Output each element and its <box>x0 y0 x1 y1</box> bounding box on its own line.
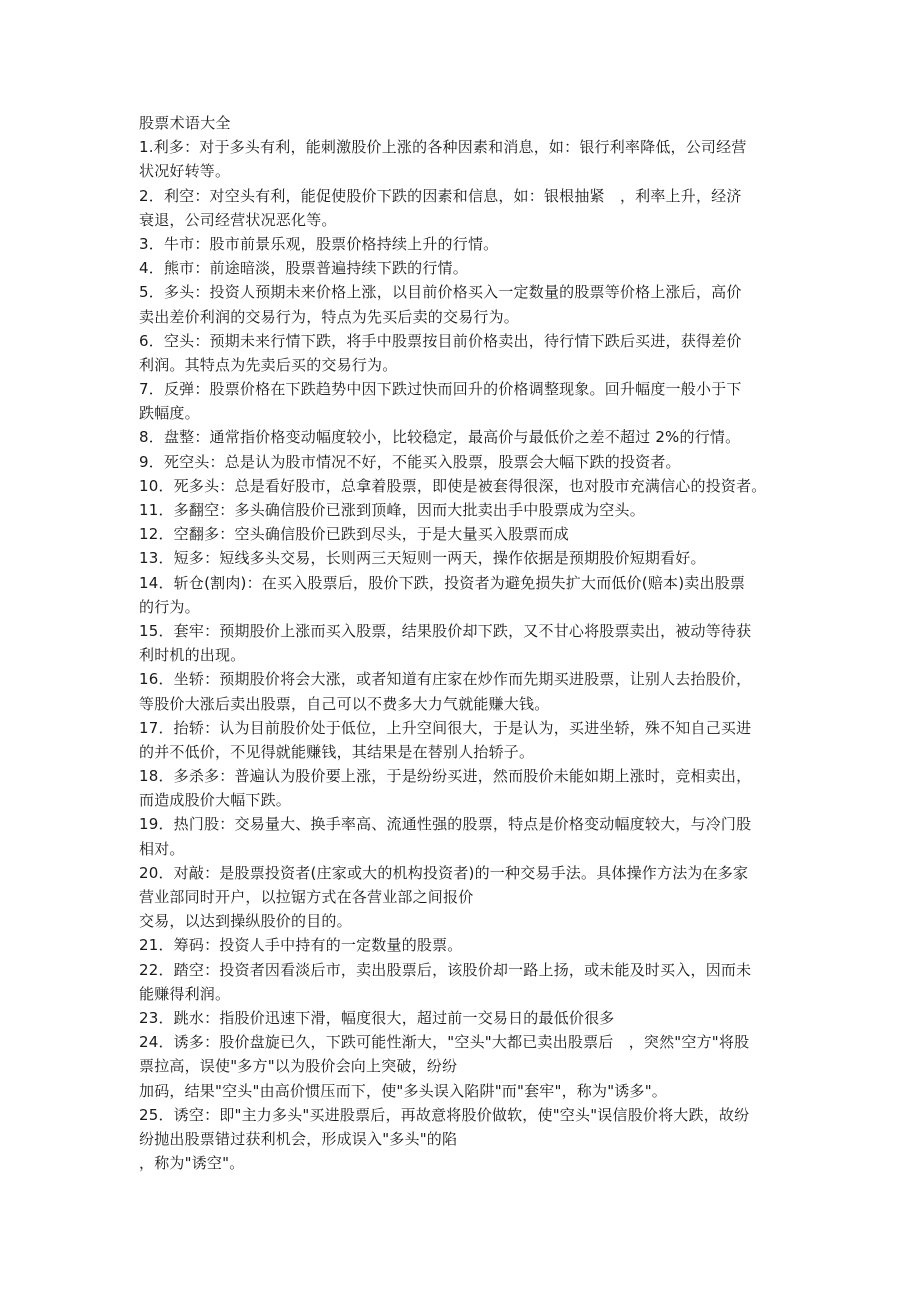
text-line: 利时机的出现。 <box>139 646 246 665</box>
text-line: 5．多头：投资人预期未来价格上涨，以目前价格买入一定数量的股票等价格上涨后，高价 <box>139 283 742 302</box>
text-line: 营业部同时开户，以拉锯方式在各营业部之间报价 <box>139 888 474 906</box>
text-line: 衰退，公司经营状况恶化等。 <box>139 210 337 229</box>
text-line: 7．反弹：股票价格在下跌趋势中因下跌过快而回升的价格调整现象。回升幅度一般小于下 <box>139 380 742 399</box>
text-line: 15．套牢：预期股价上涨而买入股票，结果股价却下跌，又不甘心将股票卖出，被动等待获 <box>139 621 752 640</box>
text-line: 等股价大涨后卖出股票，自己可以不费多大力气就能赚大钱。 <box>139 694 550 713</box>
text-line: 13．短多：短线多头交易，长则两三天短则一两天，操作依据是预期股价短期看好。 <box>139 549 706 568</box>
document-body <box>139 111 784 1175</box>
document-text <box>139 135 784 1175</box>
text-line: 卖出差价利润的交易行为，特点为先买后卖的交易行为。 <box>139 307 520 326</box>
text-line: 的并不低价，不见得就能赚钱，其结果是在替别人抬轿子。 <box>139 742 535 761</box>
text-line: 12．空翻多：空头确信股价已跌到尽头，于是大量买入股票而成 <box>139 525 569 544</box>
text-line: 25．诱空：即"主力多头"买进股票后，再故意将股价做软，使"空头"误信股价将大跌，故纷 <box>139 1105 750 1124</box>
text-line: 而造成股价大幅下跌。 <box>139 791 292 810</box>
text-line: 19．热门股：交易量大、换手率高、流通性强的股票，特点是价格变动幅度较大，与冷门股 <box>139 815 752 834</box>
text-line: 跌幅度。 <box>139 404 200 423</box>
text-line: 利润。其特点为先卖后买的交易行为。 <box>139 355 398 374</box>
text-line: 票拉高，误使"多方"以为股价会向上突破，纷纷 <box>139 1057 458 1076</box>
text-line: 17．抬轿：认为目前股价处于低位，上升空间很大，于是认为，买进坐轿，殊不知自己买进 <box>139 718 752 737</box>
text-line: 18．多杀多：普遍认为股价要上涨，于是纷纷买进，然而股价未能如期上涨时，竞相卖出， <box>139 767 752 786</box>
text-line: 纷抛出股票错过获利机会，形成误入"多头"的陷 <box>139 1129 458 1148</box>
text-line: 9．死空头：总是认为股市情况不好，不能买入股票，股票会大幅下跌的投资者。 <box>139 452 681 471</box>
text-line: 2．利空：对空头有利，能促使股价下跌的因素和信息，如：银根抽紧 ，利率上升，经济 <box>139 186 742 205</box>
text-line: 8．盘整：通常指价格变动幅度较小，比较稳定，最高价与最低价之差不超过 2%的行情。 <box>139 428 741 447</box>
text-line: 22．踏空：投资者因看淡后市，卖出股票后，该股价却一路上扬，或未能及时买入，因而未 <box>139 960 752 979</box>
text-line: 21．筹码：投资人手中持有的一定数量的股票。 <box>139 936 463 955</box>
text-line: 1.利多：对于多头有利，能刺激股价上涨的各种因素和消息，如：银行利率降低，公司经营 <box>139 138 747 157</box>
text-line: 14．斩仓(割肉)：在买入股票后，股价下跌，投资者为避免损失扩大而低价(赔本)卖出股票 <box>139 573 746 592</box>
text-line: 4．熊市：前途暗淡，股票普遍持续下跌的行情。 <box>139 259 468 278</box>
text-line: 16．坐轿：预期股价将会大涨，或者知道有庄家在炒作而先期买进股票，让别人去抬股价， <box>139 670 752 689</box>
text-line: ，称为"诱空"。 <box>139 1154 245 1173</box>
text-line: 10．死多头：总是看好股市，总拿着股票，即使是被套得很深，也对股市充满信心的投资者。 <box>139 476 767 495</box>
text-line: 交易，以达到操纵股价的目的。 <box>139 912 352 931</box>
text-line: 的行为。 <box>139 597 200 616</box>
text-line: 3．牛市：股市前景乐观，股票价格持续上升的行情。 <box>139 234 499 253</box>
text-line: 6．空头：预期未来行情下跌，将手中股票按目前价格卖出，待行情下跌后买进，获得差价 <box>139 331 742 350</box>
document-title: 股票术语大全 <box>139 114 231 132</box>
text-line: 状况好转等。 <box>139 162 231 181</box>
text-line: 相对。 <box>139 839 185 858</box>
text-line: 11．多翻空：多头确信股价已涨到顶峰，因而大批卖出手中股票成为空头。 <box>139 501 645 519</box>
text-line: 24．诱多：股价盘旋已久，下跌可能性渐大，"空头"大都已卖出股票后 ，突然"空方"将股 <box>139 1033 750 1052</box>
text-line: 加码，结果"空头"由高价惯压而下，使"多头误入陷阱"而"套牢"，称为"诱多"。 <box>139 1081 667 1100</box>
text-line: 20．对敲：是股票投资者(庄家或大的机构投资者)的一种交易手法。具体操作方法为在多家 <box>139 863 749 882</box>
text-line: 23．跳水：指股价迅速下滑，幅度很大，超过前一交易日的最低价很多 <box>139 1008 615 1027</box>
text-line: 能赚得利润。 <box>139 984 231 1003</box>
